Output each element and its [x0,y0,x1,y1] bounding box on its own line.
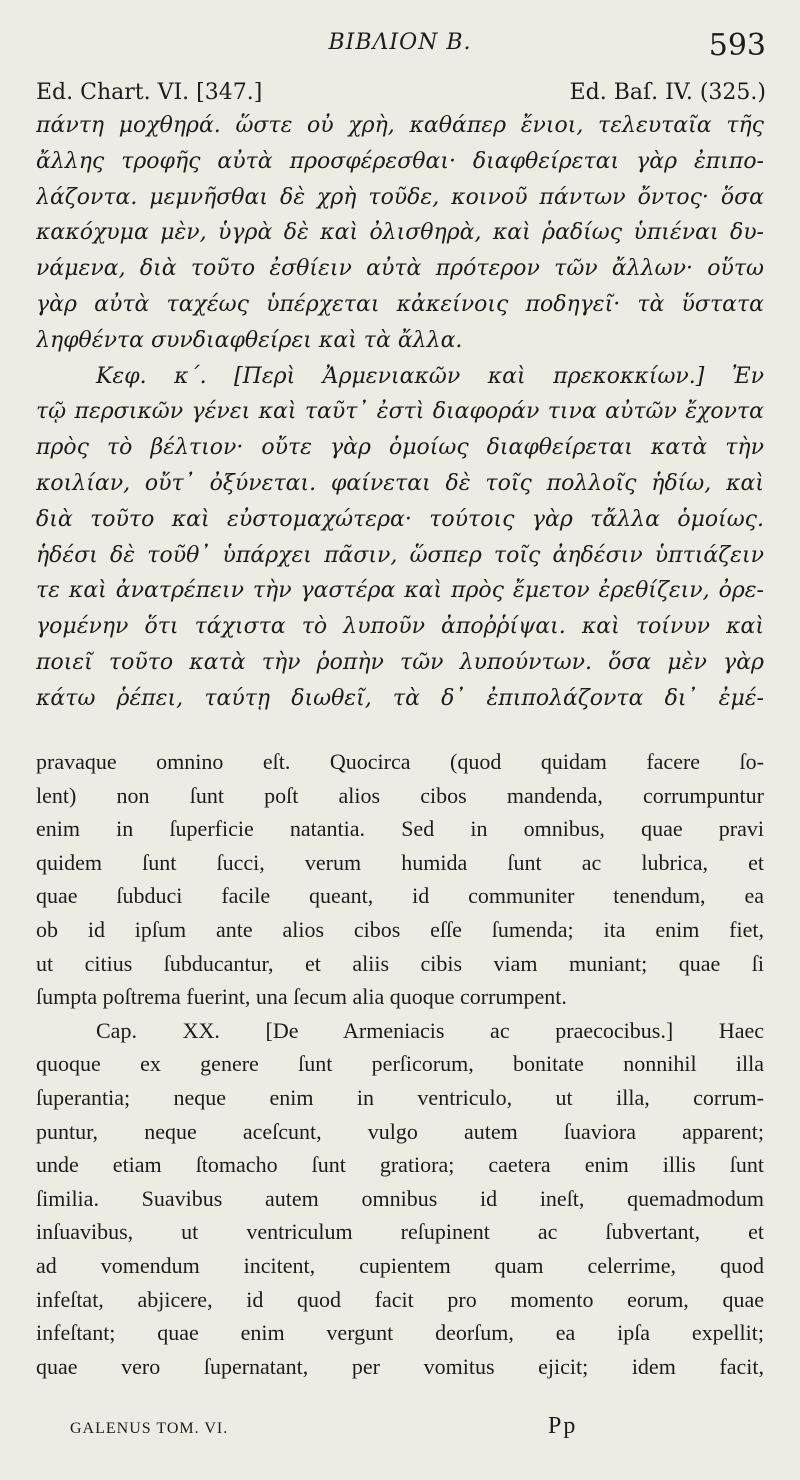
greek-line: κοιλίαν, οὔτ᾽ ὀξύνεται. φαίνεται δὲ τοῖς πολλοῖς ἡδίω, καὶ [36,470,764,496]
latin-line: infeſtant; quae enim vergunt deorſum, ea ipſa expellit; [36,1320,764,1346]
latin-line: ob id ipſum ante alios cibos eſſe ſumenda; ita enim fiet, [36,916,764,942]
greek-line: ποιεῖ τοῦτο κατὰ τὴν ῥοπὴν τῶν λυπούντων. ὅσα μὲν γὰρ [36,649,764,675]
latin-line: pravaque omnino eſt. Quocirca (quod quidam facere ſo- [36,749,764,774]
latin-line: lent) non ſunt poſt alios cibos mandenda, corrumpuntur [36,782,764,808]
latin-line: ſimilia. Suavibus autem omnibus id ineſt, quemadmodum [36,1185,764,1211]
greek-line: κάτω ῥέπει, ταύτῃ διωθεῖ, τὰ δ᾽ ἐπιπολάζοντα δι᾽ ἐμέ- [36,685,764,711]
latin-line: ſumpta poſtrema fuerint, una ſecum alia quoque corrumpent. [36,984,567,1010]
footer-signature-mark: Pp [548,1413,578,1439]
greek-line: νάμενα, διὰ τοῦτο ἐσθίειν αὐτὰ πρότερον τῶν ἄλλων· οὕτω [36,256,764,282]
latin-line: unde etiam ſtomacho ſunt gratiora; caetera enim illis ſunt [36,1152,764,1178]
latin-line: enim in ſuperficie natantia. Sed in omnibus, quae pravi [36,816,764,842]
greek-line: ἄλλης τροφῆς αὐτὰ προσφέρεσθαι· διαφθείρεται γὰρ ἐπιπο- [36,148,764,174]
greek-line: πρὸς τὸ βέλτιον· οὔτε γὰρ ὁμοίως διαφθείρεται κατὰ τὴν [36,435,764,461]
greek-line: γὰρ αὐτὰ ταχέως ὑπέρχεται κἀκείνοις ποδηγεῖ· τὰ ὕστατα [36,291,764,317]
greek-line: τε καὶ ἀνατρέπειν τὴν γαστέρα καὶ πρὸς ἔμετον ἐρεθίζειν, ὀρε- [36,578,764,604]
edition-basel-ref: Ed. Baſ. IV. (325.) [569,80,766,105]
greek-line: λάζοντα. μεμνῆσθαι δὲ χρὴ τοῦδε, κοινοῦ πάντων ὄντος· ὅσα [36,184,764,210]
greek-line: τῷ περσικῶν γένει καὶ ταῦτ᾽ ἐστὶ διαφοράν τινα αὐτῶν ἔχοντα [36,399,764,425]
greek-line: ἡδέσι δὲ τοῦθ᾽ ὑπάρχει πᾶσιν, ὥσπερ τοῖς ἀηδέσιν ὑπτιάζειν [36,542,764,568]
latin-line: infeſtat, abjicere, id quod facit pro momento eorum, quae [36,1286,764,1312]
greek-line: ληφθέντα συνδιαφθείρει καὶ τὰ ἄλλα. [36,327,463,353]
greek-text-block [36,108,764,717]
greek-line: γομένην ὅτι τάχιστα τὸ λυποῦν ἀποῤῥίψαι. καὶ τοίνυν καὶ [36,614,764,640]
latin-line: quoque ex genere ſunt perſicorum, bonitate nonnihil illa [36,1051,764,1077]
edition-chart-ref: Ed. Chart. VI. [347.] [36,80,263,105]
latin-line: quae ſubduci facile queant, id communiter tenendum, ea [36,883,764,909]
latin-line: ſuperantia; neque enim in ventriculo, ut illa, corrum- [36,1084,764,1110]
latin-line: quidem ſunt ſucci, verum humida ſunt ac lubrica, et [36,849,764,875]
page-number: 593 [708,28,766,63]
latin-line: inſuavibus, ut ventriculum reſupinent ac ſubvertant, et [36,1219,764,1245]
latin-line: puntur, neque aceſcunt, vulgo autem ſuaviora apparent; [36,1118,764,1144]
latin-line: ut citius ſubducantur, et aliis cibis viam muniant; quae ſi [36,950,764,976]
running-header-title: ΒΙΒΛΙΟΝ Β. [328,30,472,55]
latin-text-block [36,745,764,1383]
greek-line: κακόχυμα μὲν, ὑγρὰ δὲ καὶ ὀλισθηρὰ, καὶ ῥαδίως ὑπιέναι δυ- [36,220,764,246]
latin-chapter-heading-line: Cap. XX. [De Armeniacis ac praecocibus.] Haec [96,1017,764,1043]
greek-chapter-heading-line: Κεφ. κ΄. [Περὶ Ἀρμενιακῶν καὶ πρεκοκκίων.] Ἐν [96,363,764,389]
latin-line: ad vomendum incitent, cupientem quam celerrime, quod [36,1252,764,1278]
greek-line: διὰ τοῦτο καὶ εὐστομαχώτερα· τούτοις γὰρ τἄλλα ὁμοίως. [36,506,764,532]
footer-volume-label: GALENUS TOM. VI. [70,1420,229,1437]
greek-line: πάντη μοχθηρά. ὥστε οὐ χρὴ, καθάπερ ἔνιοι, τελευταῖα τῆς [36,113,764,138]
latin-line: quae vero ſupernatant, per vomitus ejicit; idem facit, [36,1353,764,1379]
